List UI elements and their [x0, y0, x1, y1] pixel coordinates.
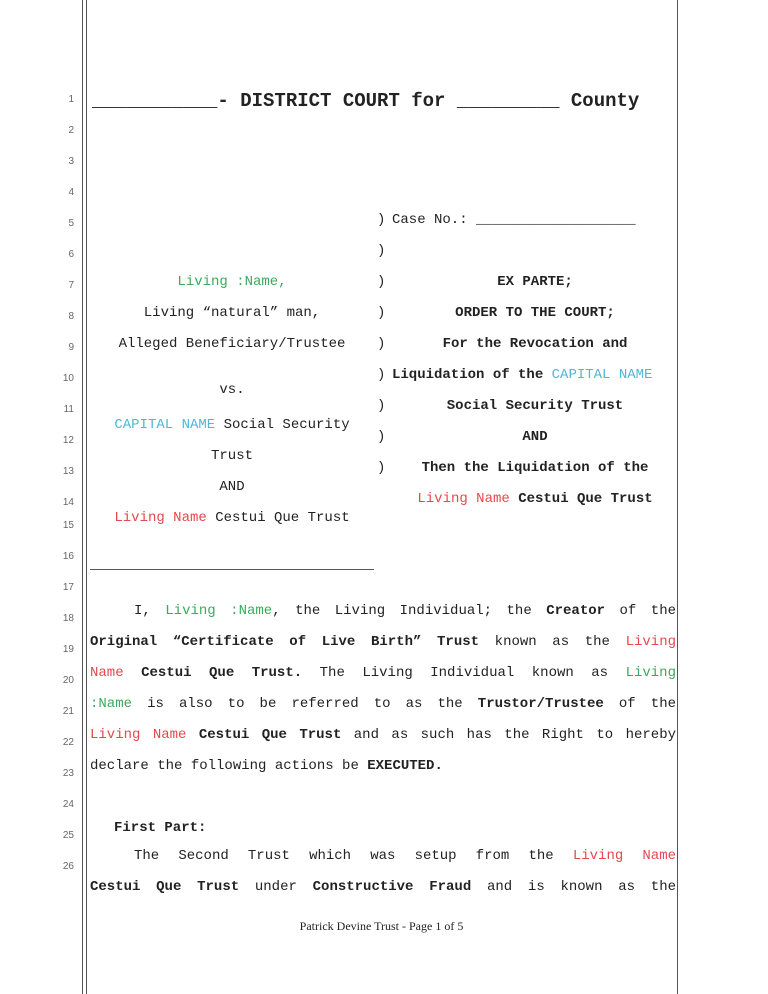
left-margin-rule-inner [86, 0, 87, 994]
cestui-que-trust-party: Living Name Cestui Que Trust [114, 510, 350, 526]
paren: ) [377, 336, 386, 352]
line-number: 5 [68, 218, 74, 229]
line-number: 25 [62, 830, 74, 841]
body-line-20: Name Cestui Que Trust. The Living Individual known as Living [90, 665, 676, 681]
living-name: Living :Name [165, 603, 273, 619]
paren: ) [377, 243, 386, 259]
title-liquidation: Liquidation of the CAPITAL NAME [392, 367, 653, 383]
paren: ) [377, 460, 386, 476]
page-footer: Patrick Devine Trust - Page 1 of 5 [299, 919, 464, 933]
title-ss-trust: Social Security Trust [446, 398, 624, 414]
party-name: Living :Name, [177, 274, 287, 290]
body-line-19: Original “Certificate of Live Birth” Trust known as the Living [90, 634, 677, 650]
paren: ) [377, 398, 386, 414]
line-number: 13 [62, 466, 74, 477]
line-number: 17 [62, 582, 74, 593]
title-and: AND [522, 429, 548, 445]
line-number: 7 [68, 280, 74, 291]
line-number: 21 [62, 706, 74, 717]
line-number: 9 [68, 342, 74, 353]
line-number: 4 [68, 187, 74, 198]
heading-county: County [570, 90, 640, 112]
title-cestui-que-trust: Living Name Cestui Que Trust [417, 491, 653, 507]
line-number: 24 [62, 799, 74, 810]
line-number: 23 [62, 768, 74, 779]
paren: ) [377, 274, 386, 290]
body-line-18: I, Living :Name, the Living Individual; the Creator of the [134, 603, 676, 619]
line-number: 8 [68, 311, 74, 322]
first-part-heading: First Part: [114, 820, 207, 836]
heading-court: - DISTRICT COURT for [217, 90, 457, 112]
line-number: 26 [62, 861, 74, 872]
case-number-line [392, 212, 636, 228]
title-revocation: For the Revocation and [442, 336, 628, 352]
paren: ) [377, 367, 386, 383]
body-line-27: Cestui Que Trust under Constructive Fraud and is known as the [90, 879, 676, 895]
paren: ) [377, 429, 386, 445]
living-name: Living Name [114, 510, 207, 526]
body-line-23: declare the following actions be EXECUTED. [90, 758, 443, 774]
title-then-liquidation: Then the Liquidation of the [421, 460, 649, 476]
case-number-blank: ___________________ [476, 212, 636, 228]
body-line-22: Living Name Cestui Que Trust and as such has the Right to hereby [90, 727, 677, 743]
line-number: 15 [62, 520, 74, 531]
caption-separator [90, 569, 374, 570]
line-number: 14 [62, 497, 74, 508]
living-name: Living Name [417, 491, 510, 507]
paren: ) [377, 212, 386, 228]
court-heading [92, 90, 639, 112]
heading-county-blank: _________ [456, 90, 560, 112]
line-number: 3 [68, 156, 74, 167]
body-line-21: :Name is also to be referred to as the Trustor/Trustee of the [90, 696, 676, 712]
and-label: AND [219, 479, 245, 495]
capital-name: CAPITAL NAME [114, 417, 216, 433]
paren: ) [377, 305, 386, 321]
left-margin-rule-outer [82, 0, 83, 994]
party-role: Alleged Beneficiary/Trustee [118, 336, 346, 352]
line-number: 12 [62, 435, 74, 446]
line-number: 20 [62, 675, 74, 686]
line-number: 22 [62, 737, 74, 748]
title-ex-parte: EX PARTE; [497, 274, 573, 290]
line-number: 1 [68, 94, 74, 105]
heading-district-blank: ___________ [92, 90, 218, 112]
versus-label: vs. [219, 382, 245, 398]
line-number: 6 [68, 249, 74, 260]
defendant-trust-line2: Trust [210, 448, 253, 464]
body-line-26: The Second Trust which was setup from the Living Name [134, 848, 677, 864]
line-number: 11 [63, 404, 74, 415]
line-number: 2 [68, 125, 74, 136]
line-number: 10 [62, 373, 74, 384]
capital-name: CAPITAL NAME [551, 367, 653, 383]
line-number: 19 [62, 644, 74, 655]
line-number: 16 [62, 551, 74, 562]
line-number: 18 [62, 613, 74, 624]
defendant-trust-line1: CAPITAL NAME Social Security [114, 417, 350, 433]
case-number-label: Case No.: [392, 212, 468, 228]
title-order: ORDER TO THE COURT; [455, 305, 615, 321]
party-description: Living “natural” man, [143, 305, 321, 321]
